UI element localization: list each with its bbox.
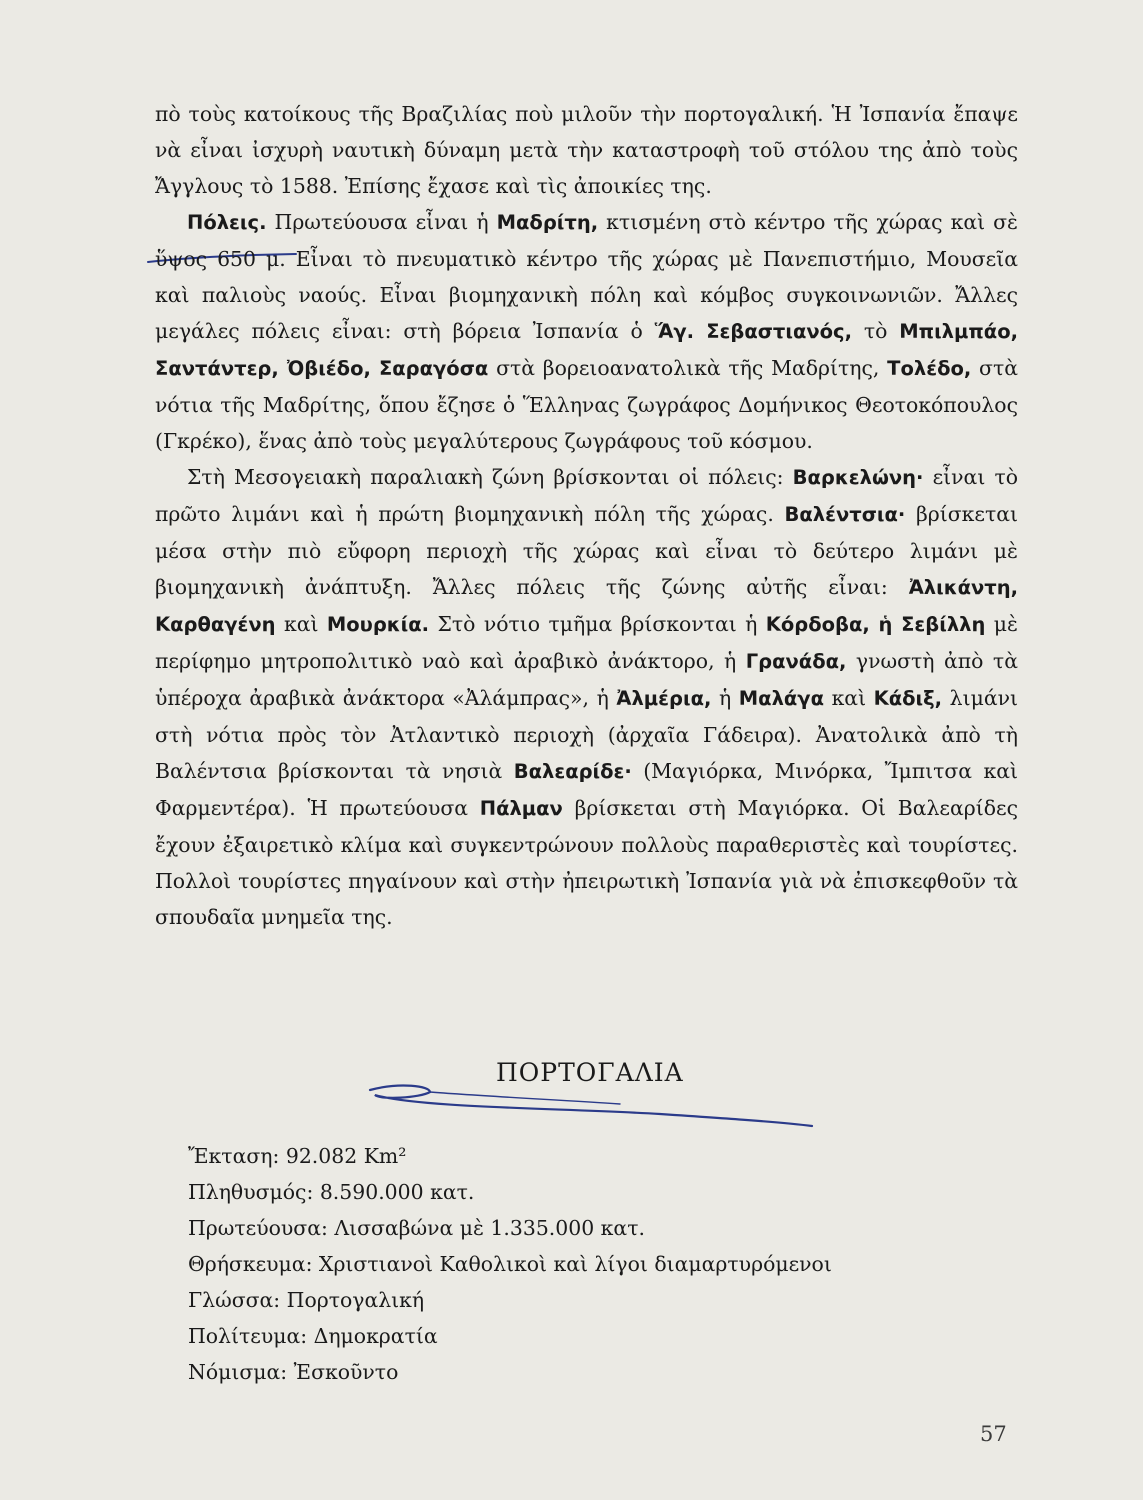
text-run: (Μαγιόρκα, Μινόρκα, Ἴμπιτσα καὶ Φαρμεντέρα). Ἡ πρωτεύουσα <box>155 759 1018 820</box>
text-run: καὶ <box>275 612 327 636</box>
fact-value: Χριστιανοὶ Καθολικοὶ καὶ λίγοι διαμαρτυρόμενοι <box>318 1252 832 1276</box>
text-run: λιμάνι στὴ νότια πρὸς τὸν Ἀτλαντικὸ περιοχὴ (ἀρχαῖα Γάδειρα). Ἀνατολικὰ ἀπὸ τὴ Βαλέντσια βρίσκονται τὰ νησιὰ <box>155 686 1019 783</box>
fact-row <box>188 1210 988 1246</box>
paragraph-mediterranean <box>155 459 1018 935</box>
fact-row <box>188 1282 988 1318</box>
fact-value: Πορτογαλική <box>286 1288 425 1312</box>
fact-label: Γλώσσα: <box>188 1288 281 1312</box>
fact-value: 8.590.000 κατ. <box>319 1180 475 1204</box>
bold-term: Τολέδο, <box>887 357 972 380</box>
text-run: εἶναι τὸ πρῶτο λιμάνι καὶ ἡ πρώτη βιομηχανικὴ πόλη τῆς χώρας. <box>155 465 1018 526</box>
text-run: στὰ νότια τῆς Μαδρίτης, ὅπου ἔζησε ὁ Ἕλληνας ζωγράφος Δομήνικος Θεοτοκόπουλος (Γκρέκο), ἕνας ἀπὸ τοὺς μεγαλύτερους ζωγράφους τοῦ κόσμου. <box>155 356 1019 453</box>
text-run: Στὴ Μεσογειακὴ παραλιακὴ ζώνη βρίσκονται οἱ πόλεις: <box>187 465 793 489</box>
bold-term: Βαλέντσια· <box>784 503 906 526</box>
text-run: γνωστὴ ἀπὸ τὰ ὑπέροχα ἀραβικὰ ἀνάκτορα «Ἀλάμπρας», ἡ <box>155 649 1018 710</box>
bold-term: Πάλμαν <box>479 797 563 820</box>
fact-value: Λισσαβώνα μὲ 1.335.000 κατ. <box>334 1216 645 1240</box>
paragraph-intro <box>155 96 1018 204</box>
fact-row <box>188 1318 988 1354</box>
section-title: ΠΟΡΤΟΓΑΛΙΑ <box>496 1058 684 1087</box>
paragraph-cities <box>155 204 1018 459</box>
fact-value: Δημοκρατία <box>313 1324 438 1348</box>
fact-row <box>188 1354 988 1390</box>
text-run: ἡ <box>711 686 739 710</box>
fact-label: Πληθυσμός: <box>188 1180 314 1204</box>
bold-term: Βαρκελώνη· <box>792 466 924 489</box>
fact-label: Πρωτεύουσα: <box>188 1216 328 1240</box>
bold-term: Μουρκία. <box>326 613 430 636</box>
fact-value: 92.082 Km² <box>285 1144 407 1168</box>
fact-label: Ἔκταση: <box>188 1144 280 1168</box>
bold-term: Γρανάδα, <box>745 650 847 673</box>
fact-row <box>188 1246 988 1282</box>
bold-term: Μαδρίτη, <box>496 211 599 234</box>
fact-label: Θρήσκευμα: <box>188 1252 313 1276</box>
text-run: κτισμένη στὸ κέντρο τῆς χώρας καὶ σὲ ὕψος 650 μ. Εἶναι τὸ πνευματικὸ κέντρο τῆς χώρας μὲ Πανεπιστήμιο, Μουσεῖα καὶ παλιοὺς ναούς. Εἶναι βιομηχανικὴ πόλη καὶ κόμβος συγκοινωνιῶν. Ἄλλες μεγάλες πόλεις εἶναι: στὴ βόρεια Ἰσπανία ὁ <box>155 210 1019 343</box>
text-run: Πρωτεύουσα εἶναι ἡ <box>266 210 497 234</box>
bold-term: Πόλεις. <box>187 211 267 234</box>
page-number: 57 <box>980 1422 1007 1446</box>
text-run: βρίσκεται μέσα στὴν πιὸ εὔφορη περιοχὴ τῆς χώρας καὶ εἶναι τὸ δεύτερο λιμάνι μὲ βιομηχανικὴ ἀνάπτυξη. Ἄλλες πόλεις τῆς ζώνης αὐτῆς εἶναι: <box>155 502 1019 599</box>
bold-term: Ἅγ. Σεβαστιανός, <box>654 320 853 343</box>
bold-term: Βαλεαρίδε· <box>513 760 632 783</box>
bold-term: Μαλάγα <box>738 687 824 710</box>
fact-label: Πολίτευμα: <box>188 1324 308 1348</box>
text-run: μὲ περίφημο μητροπολιτικὸ ναὸ καὶ ἀραβικὸ ἀνάκτορο, ἡ <box>155 612 1018 673</box>
bold-term: Ἀλμέρια, <box>616 687 712 710</box>
text-run: τὸ <box>852 319 900 343</box>
fact-row <box>188 1174 988 1210</box>
body-text <box>155 96 1018 935</box>
text-run: στὰ βορειοανατολικὰ τῆς Μαδρίτης, <box>488 356 888 380</box>
facts-list <box>188 1138 988 1390</box>
bold-term: Μπιλμπάο, Σαντάντερ, Ὀβιέδο, Σαραγόσα <box>155 320 1018 380</box>
fact-row <box>188 1138 988 1174</box>
text-run: Στὸ νότιο τμῆμα βρίσκονται ἡ <box>429 612 766 636</box>
bold-term: Κόρδοβα, ἡ Σεβίλλη <box>765 613 986 636</box>
fact-value: Ἐσκοῦντο <box>293 1360 399 1384</box>
text-run: βρίσκεται στὴ Μαγιόρκα. Οἱ Βαλεαρίδες ἔχουν ἐξαιρετικὸ κλίμα καὶ συγκεντρώνουν πολλοὺς παραθεριστὲς καὶ τουρίστες. Πολλοὶ τουρίστες πηγαίνουν καὶ στὴν ἠπειρωτικὴ Ἰσπανία γιὰ νὰ ἐπισκεφθοῦν τὰ σπουδαῖα μνημεῖα της. <box>155 796 1018 929</box>
text-run: πὸ τοὺς κατοίκους τῆς Βραζιλίας ποὺ μιλοῦν τὴν πορτογαλική. Ἡ Ἰσπανία ἔπαψε νὰ εἶναι ἰσχυρὴ ναυτικὴ δύναμη μετὰ τὴν καταστροφὴ τοῦ στόλου της ἀπὸ τοὺς Ἄγγλους τὸ 1588. Ἐπίσης ἔχασε καὶ τὶς ἀποικίες της. <box>155 102 1018 198</box>
bold-term: Κάδιξ, <box>873 687 943 710</box>
bold-term: Ἀλικάντη, Καρθαγένη <box>155 576 1018 636</box>
section-heading <box>360 1058 820 1128</box>
fact-label: Νόμισμα: <box>188 1360 288 1384</box>
text-run: καὶ <box>823 686 874 710</box>
